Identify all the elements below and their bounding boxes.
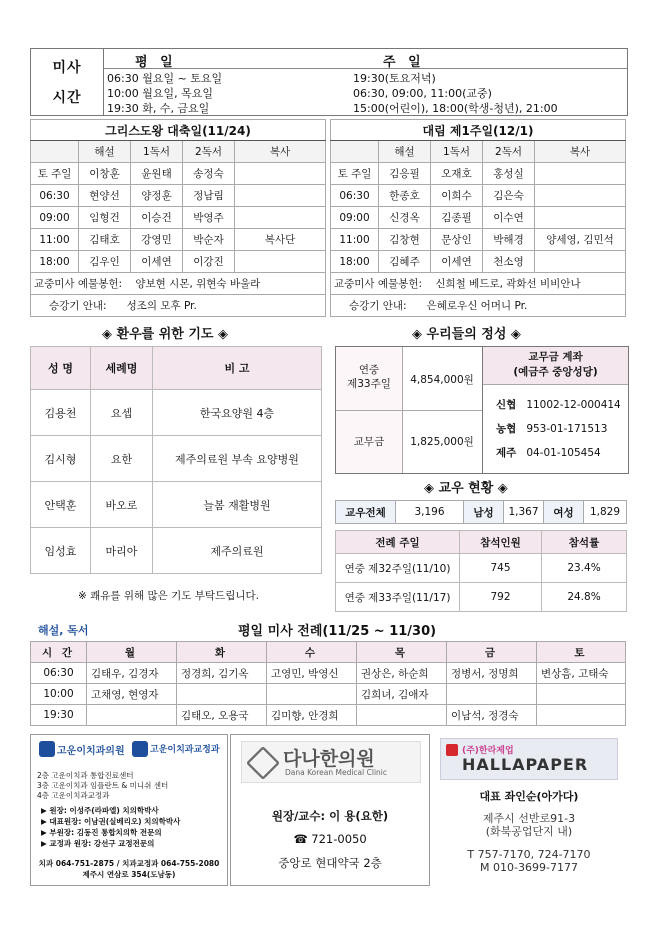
halla-brand-kr: (주)한라제업 — [462, 746, 514, 756]
prayer-note: ※ 쾌유를 위해 많은 기도 부탁드립니다. — [78, 590, 259, 602]
halla-ceo: 대표 좌인순(아가다) — [479, 790, 579, 803]
tooth-icon — [132, 741, 148, 757]
halla-tel: T 757-7170, 724-7170 — [467, 848, 591, 861]
col-header — [31, 141, 79, 163]
table-row — [331, 207, 626, 229]
cell: 천소영 — [483, 251, 535, 273]
table-row — [31, 185, 326, 207]
offering-row2-label: 교무금 — [353, 436, 385, 448]
cell: 고채영, 현영자 — [87, 684, 177, 705]
table-row — [331, 185, 626, 207]
cell — [447, 684, 537, 705]
cell: 정남림 — [183, 185, 235, 207]
col-header: 2독서 — [483, 141, 535, 163]
members-female: 1,829 — [584, 501, 627, 524]
tooth-icon — [39, 741, 55, 757]
dental-phone: 치과 064-751-2875 / 치과교정과 064-755-2080 — [38, 859, 220, 868]
cell: 24.8% — [542, 583, 627, 612]
cell: 양정훈 — [131, 185, 183, 207]
lecture-row — [331, 295, 626, 317]
sunday-title: 주 일 — [383, 55, 425, 70]
cell: 김우인 — [79, 251, 131, 273]
halla-address-2: (화북공업단지 내) — [485, 825, 573, 838]
table-row — [31, 684, 626, 705]
account-number: 04-01-105454 — [526, 447, 601, 459]
sunday-line: 06:30, 09:00, 11:00(교중) — [353, 87, 492, 100]
cell: 한종호 — [379, 185, 431, 207]
weekday-line: 19:30 화, 수, 금요일 — [107, 102, 210, 115]
cell: 10:00 — [31, 684, 87, 705]
col-header: 시 간 — [31, 642, 87, 663]
cell — [267, 684, 357, 705]
cell: 송정숙 — [183, 163, 235, 185]
cell: 박영주 — [183, 207, 235, 229]
account-number: 953-01-171513 — [526, 423, 608, 435]
cell: 김태호 — [79, 229, 131, 251]
cell: 18:00 — [331, 251, 379, 273]
dental-ad — [30, 734, 228, 886]
cell: 김혜주 — [379, 251, 431, 273]
cell: 11:00 — [31, 229, 79, 251]
cell — [235, 163, 326, 185]
cell: 권상은, 하순희 — [357, 663, 447, 684]
dental-address: 제주시 연삼로 354(도남동) — [82, 870, 176, 879]
cell: 안택훈 — [31, 482, 91, 528]
table-row — [31, 251, 326, 273]
cell: 792 — [460, 583, 542, 612]
members-male-label: 남성 — [464, 501, 504, 524]
cell: 정병서, 정명희 — [447, 663, 537, 684]
col-header: 전례 주일 — [336, 531, 460, 554]
cell: 고영민, 박영신 — [267, 663, 357, 684]
table-row — [31, 390, 322, 436]
cell: 이세연 — [131, 251, 183, 273]
col-header: 비 고 — [153, 347, 322, 390]
dental-staff: ▶ 교정과 원장: 강선구 교정전문의 — [41, 839, 155, 848]
weekday-side-label: 해설, 독서 — [38, 624, 89, 637]
col-header: 월 — [87, 642, 177, 663]
cell: 변상흠, 고태숙 — [537, 663, 626, 684]
liturgy-table-left — [30, 119, 326, 317]
cell: 정경희, 김기옥 — [177, 663, 267, 684]
halla-address-1: 제주시 선반로91-3 — [482, 812, 576, 825]
offering-row1-label-1: 연중 — [358, 364, 380, 376]
account-bank: 농협 — [496, 423, 517, 435]
cell: 신경옥 — [379, 207, 431, 229]
cell: 토 주일 — [31, 163, 79, 185]
col-header: 해설 — [79, 141, 131, 163]
cell: 09:00 — [31, 207, 79, 229]
cell: 마리아 — [91, 528, 153, 574]
table-row — [336, 583, 627, 612]
cell: 김태우, 김경자 — [87, 663, 177, 684]
prayer-table — [30, 346, 322, 574]
cell — [87, 705, 177, 726]
cell: 이남석, 정경숙 — [447, 705, 537, 726]
dental-floor: 3층 고운이치과 임플란트 & 미니쉬 센터 — [37, 781, 169, 790]
cell — [357, 705, 447, 726]
lecture-label: 승강기 안내: — [49, 300, 107, 312]
cell: 김종필 — [431, 207, 483, 229]
dental-staff: ▶ 원장: 이성주(라파엘) 치의학박사 — [41, 806, 159, 815]
table-row — [31, 163, 326, 185]
cell: 제주의료원 — [153, 528, 322, 574]
cell: 연중 제33주일(11/17) — [336, 583, 460, 612]
col-header: 목 — [357, 642, 447, 663]
members-total-label: 교우전체 — [336, 501, 396, 524]
prayer-title: ◈ 환우를 위한 기도 ◈ — [102, 327, 229, 342]
halla-brand-en: HALLAPAPER — [462, 755, 589, 774]
cell: 김미향, 안경희 — [267, 705, 357, 726]
col-header: 1독서 — [431, 141, 483, 163]
cell: 제주의료원 부속 요양병원 — [153, 436, 322, 482]
dental-logo-1: 고운이치과의원 — [57, 746, 125, 757]
cell — [235, 251, 326, 273]
cell: 한국요양원 4층 — [153, 390, 322, 436]
cell — [535, 251, 626, 273]
table-row — [331, 251, 626, 273]
lecture-value: 성조의 모후 Pr. — [126, 300, 197, 312]
offering-value: 양보현 시몬, 위현숙 바울라 — [135, 278, 261, 290]
dana-address: 중앙로 현대약국 2층 — [278, 856, 382, 870]
mass-label — [31, 49, 104, 115]
cell: 홍성실 — [483, 163, 535, 185]
table-row — [31, 705, 626, 726]
table-row — [31, 207, 326, 229]
cell: 이강진 — [183, 251, 235, 273]
col-header: 수 — [267, 642, 357, 663]
table-row — [31, 229, 326, 251]
dental-staff: ▶ 부원장: 김동진 통합치의학 전문의 — [41, 828, 162, 837]
liturgy-table-right — [330, 119, 626, 317]
cell: 김은숙 — [483, 185, 535, 207]
cell: 윤원태 — [131, 163, 183, 185]
cell: 토 주일 — [331, 163, 379, 185]
table-row — [331, 229, 626, 251]
weekday-line: 06:30 월요일 ~ 토요일 — [107, 72, 223, 85]
col-header: 2독서 — [183, 141, 235, 163]
account-title-1: 교무금 계좌 — [528, 351, 583, 363]
cell — [235, 185, 326, 207]
dental-logo-2: 고운이치과교정과 — [150, 745, 220, 755]
table-row — [331, 163, 626, 185]
dental-staff: ▶ 대표원장: 이남권(실베리오) 치의학박사 — [41, 817, 181, 826]
attendance-table — [335, 530, 627, 612]
col-header: 참석률 — [542, 531, 627, 554]
cell — [537, 684, 626, 705]
offering-row — [331, 273, 626, 295]
offering-row1-label-2: 제33주일 — [347, 378, 391, 390]
col-header: 복사 — [235, 141, 326, 163]
cell: 박순자 — [183, 229, 235, 251]
col-header: 화 — [177, 642, 267, 663]
offering-label: 교중미사 예물봉헌: — [334, 278, 423, 290]
account-bank: 제주 — [496, 447, 517, 459]
cell: 이승건 — [131, 207, 183, 229]
cell: 복사단 — [235, 229, 326, 251]
cell: 연중 제32주일(11/10) — [336, 554, 460, 583]
cell — [537, 705, 626, 726]
mass-label-2: 시간 — [52, 90, 82, 106]
account-title-2: (예금주 중앙성당) — [513, 366, 598, 378]
account-number: 11002-12-000414 — [526, 399, 621, 411]
col-header: 성 명 — [31, 347, 91, 390]
dental-floor: 4층 고운이치과교정과 — [37, 791, 110, 800]
cell: 19:30 — [31, 705, 87, 726]
sunday-line: 19:30(토요저녁) — [353, 72, 436, 85]
members-title: ◈ 교우 현황 ◈ — [424, 481, 508, 496]
cell: 745 — [460, 554, 542, 583]
cell: 06:30 — [331, 185, 379, 207]
lecture-label: 승강기 안내: — [349, 300, 407, 312]
mass-label-1: 미사 — [52, 60, 82, 76]
cell — [535, 185, 626, 207]
cell: 김응필 — [379, 163, 431, 185]
col-header: 금 — [447, 642, 537, 663]
offering-row1-amount: 4,854,000원 — [410, 374, 474, 386]
weekday-title: 평 일 — [135, 55, 177, 70]
dana-director: 원장/교수: 이 용(요한) — [271, 809, 389, 823]
cell: 김용천 — [31, 390, 91, 436]
cell: 이창훈 — [79, 163, 131, 185]
dana-brand: 다나한의원 — [283, 748, 375, 770]
cell: 박해경 — [483, 229, 535, 251]
table-row — [31, 663, 626, 684]
cell: 06:30 — [31, 185, 79, 207]
cell: 김창현 — [379, 229, 431, 251]
hanuiwon-ad — [230, 734, 430, 886]
cell: 김시형 — [31, 436, 91, 482]
cell: 임성효 — [31, 528, 91, 574]
cell — [235, 207, 326, 229]
members-male: 1,367 — [504, 501, 544, 524]
weekday-table — [30, 641, 626, 726]
col-header: 세례명 — [91, 347, 153, 390]
cell: 임형건 — [79, 207, 131, 229]
offering-row2-amount: 1,825,000원 — [410, 436, 474, 448]
halla-mobile: M 010-3699-7177 — [480, 861, 578, 874]
weekday-line: 10:00 월요일, 목요일 — [107, 87, 213, 100]
cell: 11:00 — [331, 229, 379, 251]
mass-schedule — [30, 48, 628, 116]
lecture-row — [31, 295, 326, 317]
hallapaper-ad — [432, 734, 626, 884]
col-header: 참석인원 — [460, 531, 542, 554]
col-header: 복사 — [535, 141, 626, 163]
members-table — [335, 500, 627, 524]
cell: 이세연 — [431, 251, 483, 273]
table-row — [31, 528, 322, 574]
dana-phone: ☎ 721-0050 — [293, 832, 367, 846]
cell: 김태오, 오용국 — [177, 705, 267, 726]
account-bank: 신협 — [496, 399, 517, 411]
cell — [535, 163, 626, 185]
halla-logo-icon — [446, 744, 458, 756]
weekday-title: 평일 미사 전례(11/25 ~ 11/30) — [238, 624, 437, 639]
members-total: 3,196 — [396, 501, 464, 524]
offering-row — [31, 273, 326, 295]
cell: 요한 — [91, 436, 153, 482]
sunday-line: 15:00(어린이), 18:00(학생-청년), 21:00 — [353, 102, 558, 115]
liturgy-title: 대림 제1주일(12/1) — [331, 120, 626, 141]
offering-value: 신희철 베드로, 곽화선 비비안나 — [435, 278, 581, 290]
cell: 요셉 — [91, 390, 153, 436]
cell: 18:00 — [31, 251, 79, 273]
lecture-value: 은혜로우신 어머니 Pr. — [426, 300, 528, 312]
table-row — [31, 436, 322, 482]
cell — [177, 684, 267, 705]
cell — [535, 207, 626, 229]
cell: 김희녀, 김애자 — [357, 684, 447, 705]
offering-box — [335, 346, 629, 474]
cell: 문상인 — [431, 229, 483, 251]
col-header — [331, 141, 379, 163]
cell: 바오로 — [91, 482, 153, 528]
offering-label: 교중미사 예물봉헌: — [34, 278, 123, 290]
cell: 강영민 — [131, 229, 183, 251]
dental-floor: 2층 고운이치과 통합진료센터 — [37, 771, 134, 780]
col-header: 해설 — [379, 141, 431, 163]
liturgy-title: 그리스도왕 대축일(11/24) — [31, 120, 326, 141]
col-header: 토 — [537, 642, 626, 663]
cell: 09:00 — [331, 207, 379, 229]
cell: 이희수 — [431, 185, 483, 207]
cell: 양세영, 김민석 — [535, 229, 626, 251]
cell: 이수연 — [483, 207, 535, 229]
cell: 06:30 — [31, 663, 87, 684]
dana-brand-en: Dana Korean Medical Clinic — [285, 768, 387, 777]
col-header: 1독서 — [131, 141, 183, 163]
cell: 오재호 — [431, 163, 483, 185]
members-female-label: 여성 — [544, 501, 584, 524]
table-row — [336, 554, 627, 583]
cell: 23.4% — [542, 554, 627, 583]
cell: 늘봄 재활병원 — [153, 482, 322, 528]
offering-title: ◈ 우리들의 정성 ◈ — [412, 327, 521, 342]
cell: 현양선 — [79, 185, 131, 207]
table-row — [31, 482, 322, 528]
